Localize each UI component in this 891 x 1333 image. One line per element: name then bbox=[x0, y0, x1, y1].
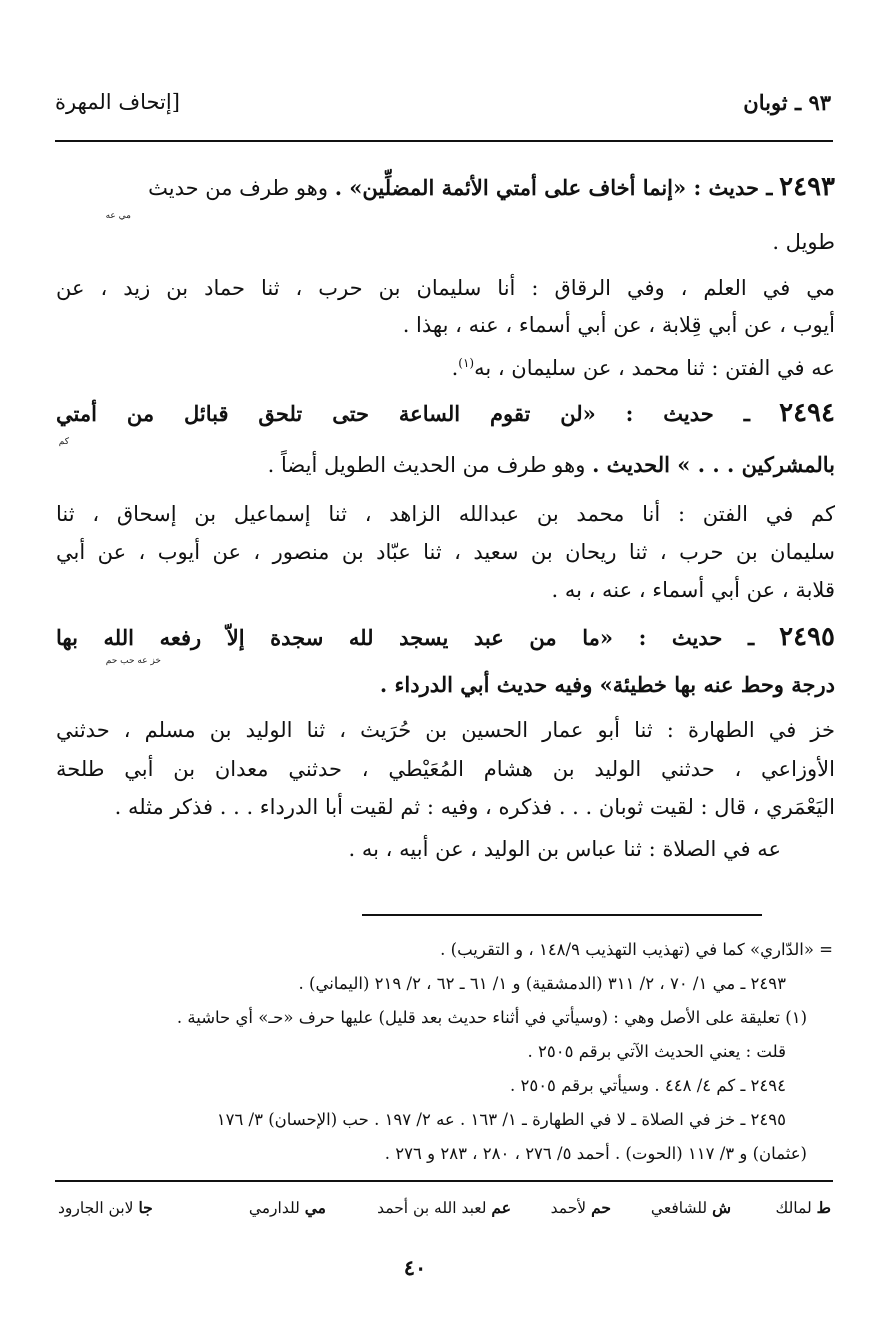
page-number: ٤٠ bbox=[403, 1255, 427, 1280]
hadith-title: ـ حديث : «لن تقوم الساعة حتى تلحق قبائل من أمتي bbox=[56, 401, 750, 426]
abbr-code: ش bbox=[712, 1198, 731, 1217]
abbr-name: لمالك bbox=[775, 1199, 812, 1217]
abbr-code: ط bbox=[816, 1198, 831, 1217]
hadith-heading-cont: طويل . bbox=[772, 230, 835, 254]
abbr-name: للشافعي bbox=[650, 1199, 708, 1217]
footnote-line: قلت : يعني الحديث الآتي برقم ٢٥٠٥ . bbox=[527, 1042, 786, 1061]
hadith-heading-cont bbox=[268, 452, 835, 477]
hadith-sigla: مي عه bbox=[105, 211, 131, 221]
isnad-line bbox=[452, 356, 835, 380]
footnote-separator bbox=[362, 914, 762, 916]
hadith-note: وهو طرف من حديث bbox=[148, 176, 328, 200]
abbreviations-rule bbox=[55, 1180, 833, 1182]
isnad-line: قلابة ، عن أبي أسماء ، عنه ، به . bbox=[551, 578, 835, 602]
header-book-title: [إتحاف المهرة bbox=[55, 90, 180, 114]
abbr-item bbox=[58, 1198, 153, 1217]
abbr-name: لأحمد bbox=[550, 1199, 587, 1217]
hadith-heading bbox=[148, 172, 835, 202]
hadith-sigla: كم bbox=[58, 437, 69, 447]
hadith-title: ـ حديث : «ما من عبد يسجد لله سجدة إلاّ رفعه الله بها bbox=[56, 625, 755, 650]
abbr-code: جا bbox=[138, 1198, 153, 1217]
abbr-item bbox=[249, 1198, 326, 1217]
abbr-item bbox=[551, 1198, 611, 1217]
footnote-line: = «الدّاري» كما في (تهذيب التهذيب ١٤٨/٩ ، و التقريب) . bbox=[440, 940, 833, 959]
hadith-number: ٢٤٩٥ bbox=[779, 622, 835, 652]
abbr-code: حم bbox=[591, 1198, 611, 1217]
abbr-code: مي bbox=[304, 1198, 326, 1217]
isnad-line: عه في الصلاة : ثنا عباس بن الوليد ، عن أبيه ، به . bbox=[348, 837, 781, 861]
hadith-heading-cont bbox=[380, 672, 835, 697]
abbr-code: عم bbox=[491, 1198, 511, 1217]
isnad-line: خز في الطهارة : ثنا أبو عمار الحسين بن حُرَيث ، ثنا الوليد بن مسلم ، حدثني bbox=[56, 718, 835, 742]
isnad-line: مي في العلم ، وفي الرقاق : أنا سليمان بن حرب ، ثنا حماد بن زيد ، عن bbox=[56, 276, 835, 300]
isnad-line: كم في الفتن : أنا محمد بن عبدالله الزاهد ، ثنا إسماعيل بن إسحاق ، ثنا bbox=[56, 502, 835, 526]
hadith-sigla: خز عه حب حم bbox=[105, 656, 161, 666]
isnad-line: اليَعْمَري ، قال : لقيت ثوبان . . . فذكره ، وفيه : ثم لقيت أبا الدرداء . . . فذكر مثله . bbox=[114, 795, 835, 819]
header-title: ٩٣ ـ ثوبان bbox=[743, 90, 831, 115]
header-rule bbox=[55, 140, 833, 142]
footnote-line: ٢٤٩٤ ـ كم ٤/ ٤٤٨ . وسيأتي برقم ٢٥٠٥ . bbox=[509, 1076, 786, 1095]
footnote-line: (١) تعليقة على الأصل وهي : (وسيأتي في أثناء حديث بعد قليل) عليها حرف «حـ» أي حاشية . bbox=[176, 1008, 807, 1027]
isnad-line: أيوب ، عن أبي قِلابة ، عن أبي أسماء ، عنه ، بهذا . bbox=[402, 313, 835, 337]
abbr-item bbox=[776, 1198, 831, 1217]
hadith-number: ٢٤٩٤ bbox=[779, 398, 835, 428]
footnote-ref: (١) bbox=[458, 356, 475, 370]
isnad-line: سليمان بن حرب ، ثنا ريحان بن سعيد ، ثنا عبّاد بن منصور ، عن أيوب ، عن أبي bbox=[56, 540, 835, 564]
footnote-line: ٢٤٩٣ ـ مي ١/ ٧٠ ، ٢/ ٣١١ (الدمشقية) و ١/ ٦١ ـ ٦٢ ، ٢/ ٢١٩ (اليماني) . bbox=[298, 974, 786, 993]
abbr-item bbox=[377, 1198, 511, 1217]
abbr-name: للدارمي bbox=[248, 1199, 300, 1217]
hadith-heading bbox=[56, 622, 835, 652]
isnad-line: الأوزاعي ، حدثني الوليد بن هشام المُعَيْطي ، حدثني معدان بن أبي طلحة bbox=[56, 757, 835, 781]
hadith-title: ـ حديث : «إنما أخاف على أمتي الأئمة المضلِّين» . bbox=[334, 175, 773, 200]
hadith-title-cont: بالمشركين . . . » الحديث . bbox=[592, 452, 835, 477]
abbr-name: لعبد الله بن أحمد bbox=[377, 1199, 487, 1217]
hadith-heading bbox=[56, 398, 835, 428]
hadith-number: ٢٤٩٣ bbox=[779, 172, 835, 202]
isnad-text: عه في الفتن : ثنا محمد ، عن سليمان ، به bbox=[474, 356, 835, 380]
hadith-note: وهو طرف من الحديث الطويل أيضاً . bbox=[267, 453, 586, 477]
footnote-line: (عثمان) و ٣/ ١١٧ (الحوت) . أحمد ٥/ ٢٧٦ ، ٢٨٠ ، ٢٨٣ و ٢٧٦ . bbox=[384, 1144, 807, 1163]
abbr-item bbox=[651, 1198, 731, 1217]
period: . bbox=[451, 356, 459, 380]
abbr-name: لابن الجارود bbox=[58, 1199, 134, 1217]
footnote-line: ٢٤٩٥ ـ خز في الصلاة ـ لا في الطهارة ـ ١/ ١٦٣ . عه ٢/ ١٩٧ . حب (الإحسان) ٣/ ١٧٦ bbox=[216, 1110, 786, 1129]
hadith-title-cont: درجة وحط عنه بها خطيئة» وفيه حديث أبي الدرداء . bbox=[379, 672, 835, 697]
